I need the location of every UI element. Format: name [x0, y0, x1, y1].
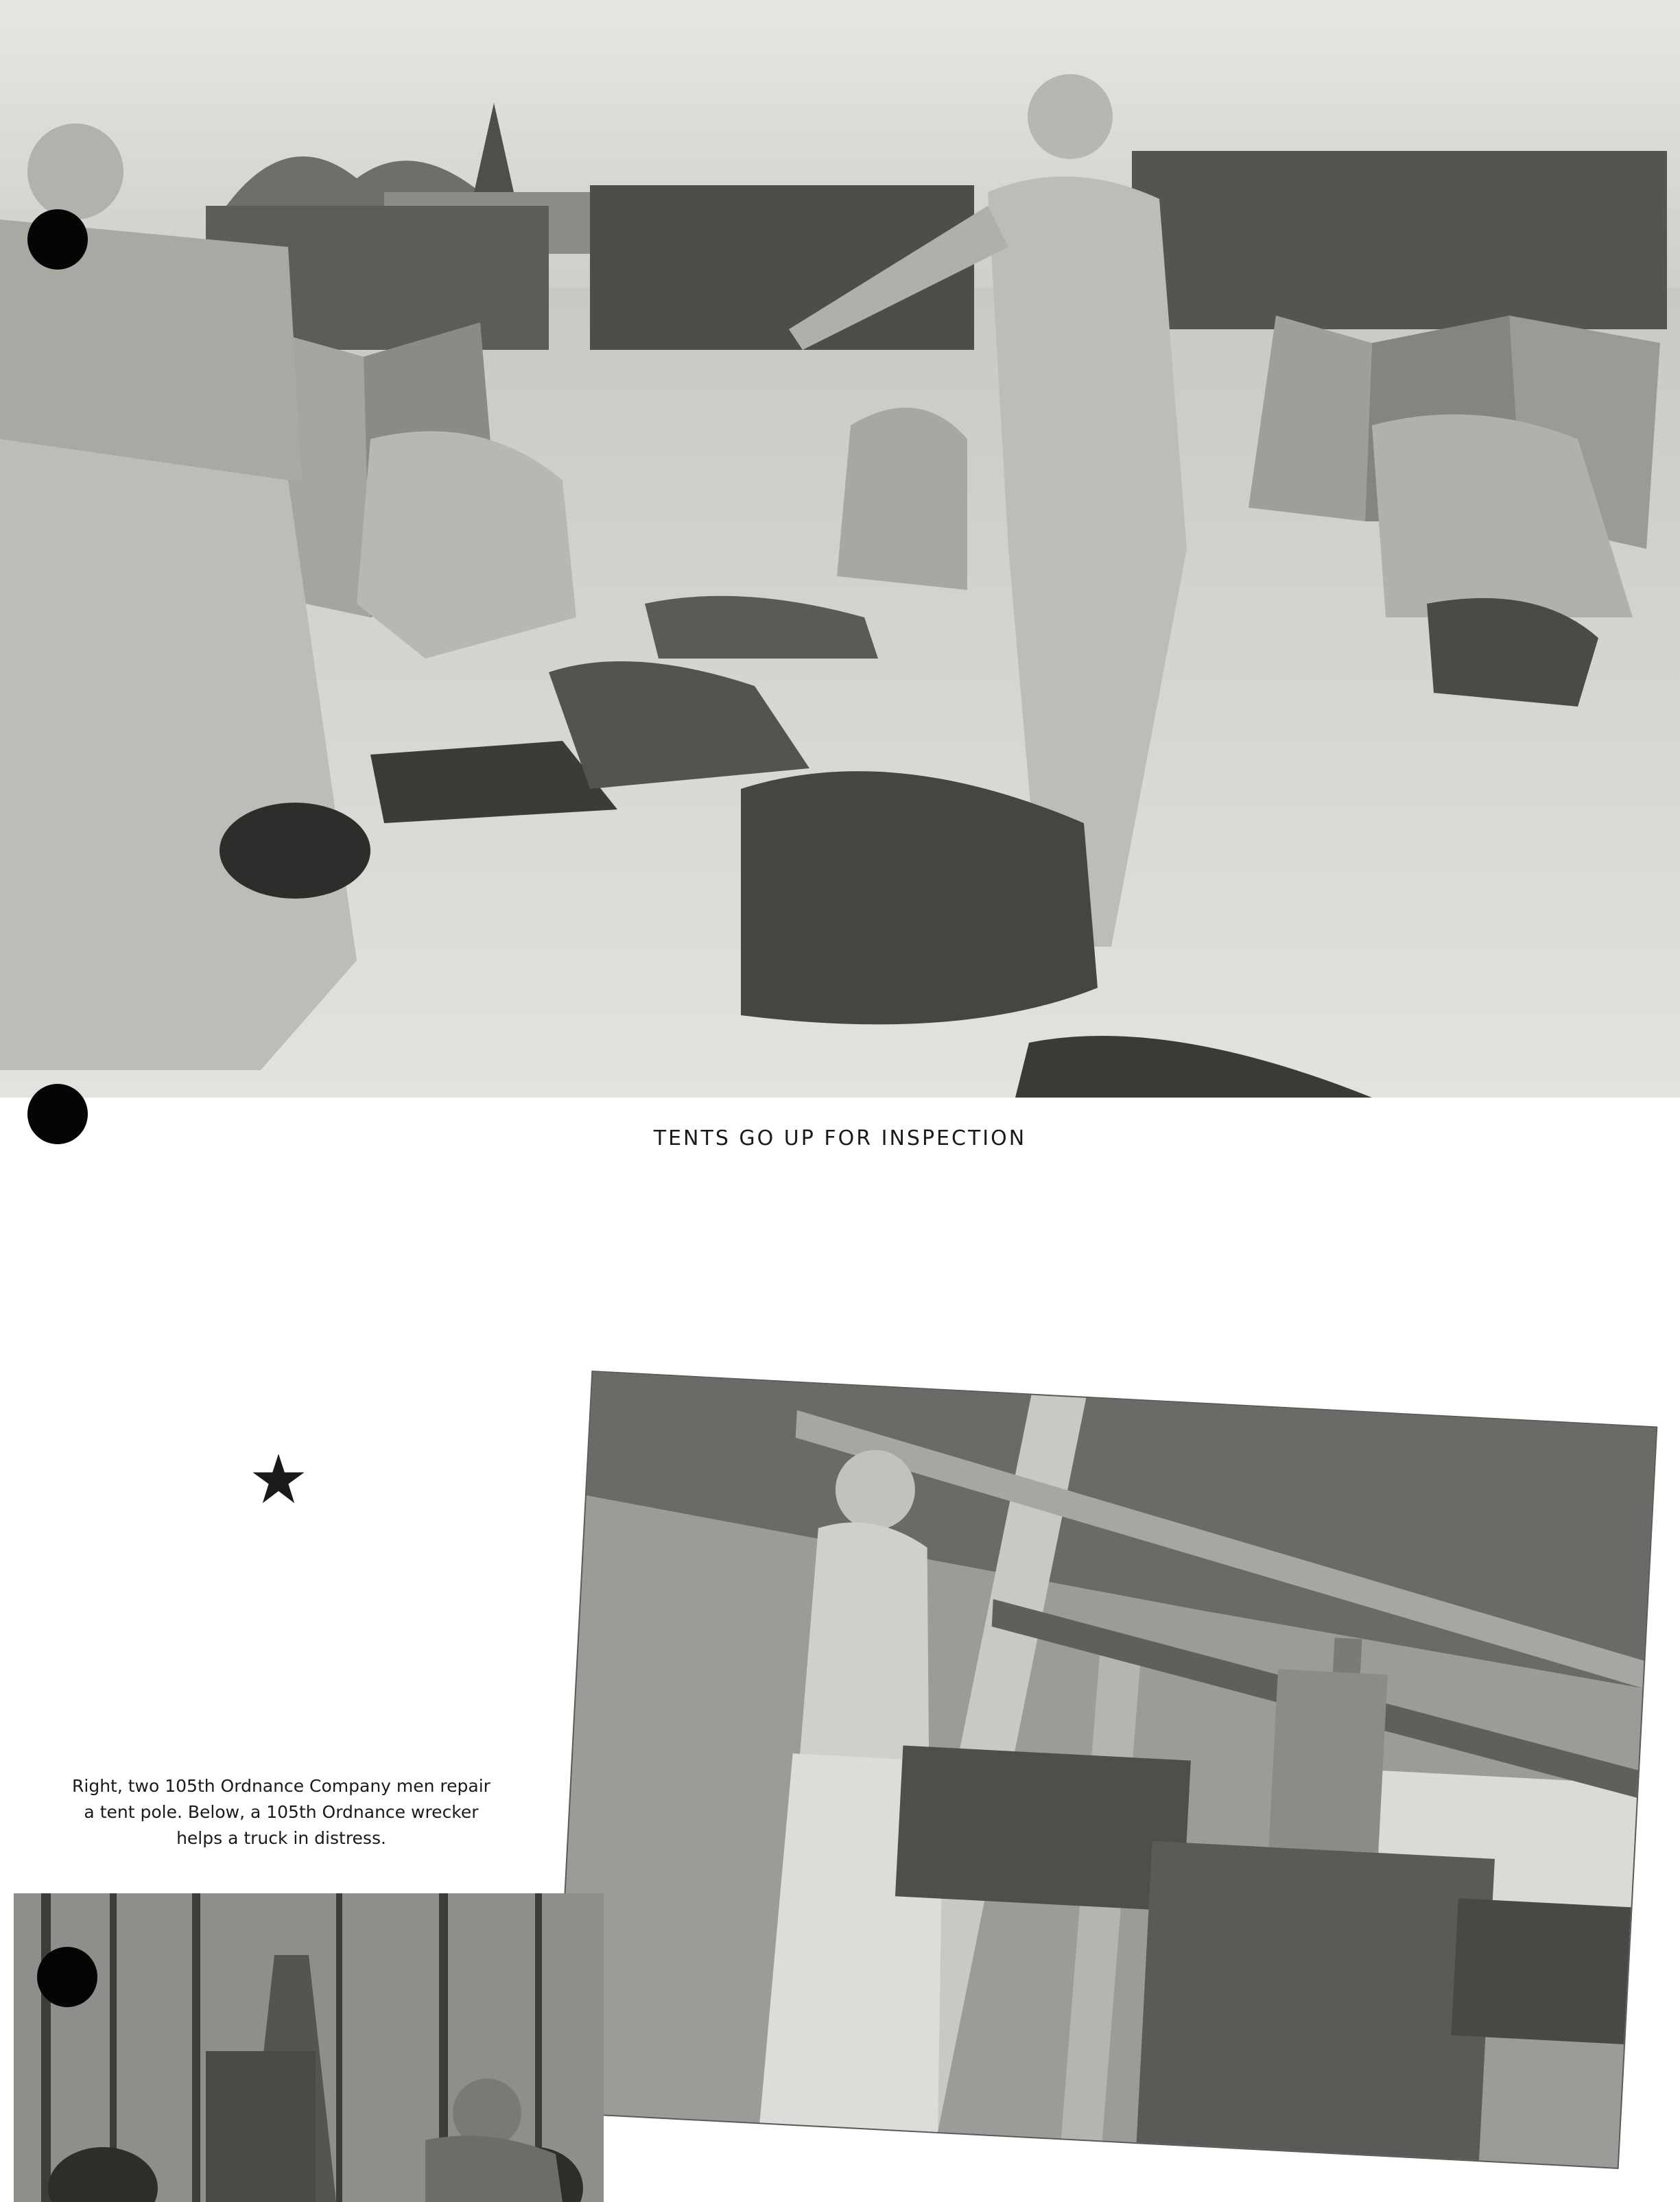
caption-tents-inspection: TENTS GO UP FOR INSPECTION: [653, 1126, 1027, 1150]
caption-line: Right, two 105th Ordnance Company men repair: [72, 1776, 490, 1796]
caption-line: helps a truck in distress.: [176, 1828, 386, 1848]
binder-hole: [37, 1947, 97, 2007]
photo-tent-pole-repair: [554, 1372, 1656, 2168]
photo-ordnance-wrecker: [14, 1893, 604, 2202]
caption-line: a tent pole. Below, a 105th Ordnance wrecker: [84, 1802, 479, 1822]
caption-ordnance: [21, 1773, 542, 1851]
photo-tents-inspection: [0, 0, 1680, 1098]
star-icon: [251, 1452, 306, 1506]
binder-hole: [27, 209, 88, 270]
